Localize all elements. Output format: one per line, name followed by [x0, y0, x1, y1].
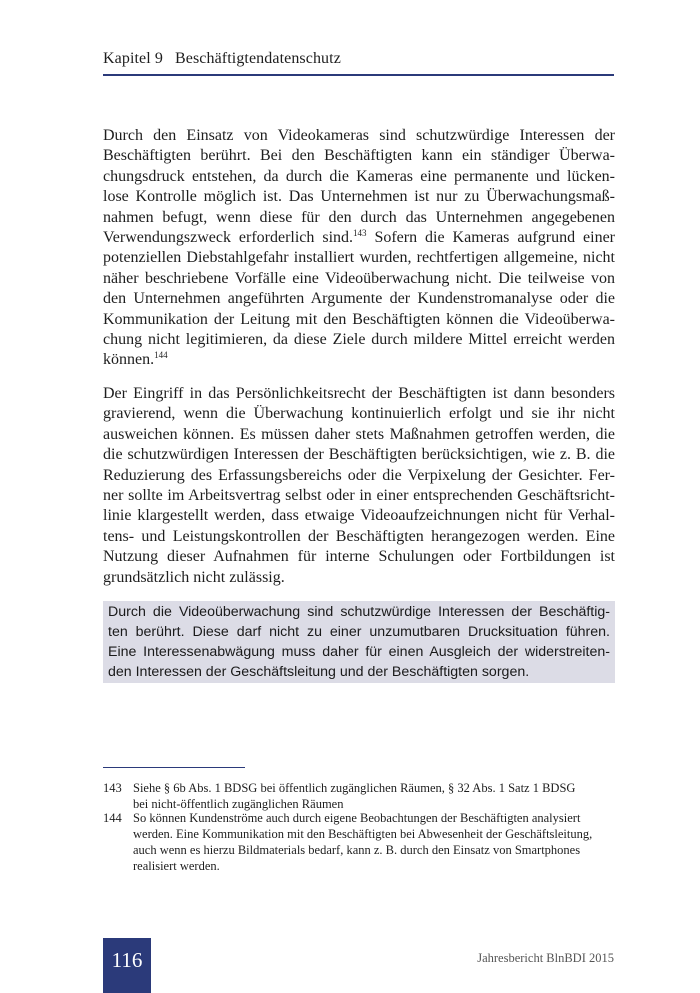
- footnote-line: So können Kundenströme auch durch eigene Beobachtungen der Beschäftigten analysiert: [133, 811, 581, 825]
- report-title: Jahresbericht BlnBDI 2015: [477, 951, 614, 965]
- summary-line: den Interessen der Geschäftsleitung und der Beschäftigten sorgen.: [108, 664, 530, 680]
- text-line: Nutzung dieser Aufnahmen für interne Schulungen oder Fortbildungen ist: [103, 548, 615, 566]
- footnote-ref-144[interactable]: 144: [154, 350, 168, 361]
- summary-line: ten berührt. Diese darf nicht zu einer unzumutbaren Drucksituation führen.: [108, 624, 610, 640]
- text-line: linie klargestellt werden, dass etwaige Videoaufzeichnungen nicht für Verhal-: [103, 507, 615, 525]
- summary-box: [103, 601, 615, 683]
- footnote-144: [103, 810, 615, 874]
- summary-line: Durch die Videoüberwachung sind schutzwürdige Interessen der Beschäftig-: [108, 604, 610, 620]
- text-line: gravierend, wenn die Überwachung kontinuierlich erfolgt und sie ihr nicht: [103, 405, 615, 423]
- footnote-line: Siehe § 6b Abs. 1 BDSG bei öffentlich zugänglichen Räumen, § 32 Abs. 1 Satz 1 BDSG: [133, 781, 576, 795]
- page-number: 116: [111, 948, 143, 972]
- footnote-line: auch wenn es hierzu Bildmaterials bedarf, kann z. B. durch den Einsatz von Smartphones: [133, 843, 581, 857]
- text-line: Beschäftigten berührt. Bei den Beschäftigten kann ein ständiger Überwa-: [103, 147, 615, 165]
- text-segment: Verwendungszweck erforderlich sind.: [103, 229, 354, 247]
- text-line: ausweichen können. Es müssen daher stets Maßnahmen getroffen werden, die: [103, 425, 615, 443]
- text-line: den Unternehmen angeführten Argumente der Kundenstromanalyse oder die: [103, 290, 615, 308]
- header-rule: [103, 74, 614, 76]
- footnote-ref-143[interactable]: 143: [353, 228, 367, 239]
- text-line: Durch den Einsatz von Videokameras sind schutzwürdige Interessen der: [103, 127, 615, 144]
- text-line: chungsdruck entstehen, da durch die Kameras eine permanente und lücken-: [103, 167, 615, 185]
- footnote-143: [103, 780, 615, 812]
- chapter-label: Kapitel 9: [103, 50, 163, 67]
- text-line: Der Eingriff in das Persönlichkeitsrecht der Beschäftigten ist dann besonders: [103, 385, 615, 402]
- text-segment: Sofern die Kameras aufgrund einer: [366, 229, 615, 247]
- text-line: chung nicht legitimieren, da diese Ziele durch mildere Mittel erreicht werden: [103, 331, 615, 349]
- text-line: ner sollte im Arbeitsvertrag selbst oder in einer entsprechenden Geschäftsricht-: [103, 487, 615, 505]
- text-line: tens- und Leistungskontrollen der Beschäftigten herangezogen werden. Eine: [103, 527, 615, 545]
- page-number-box: [103, 938, 151, 993]
- running-header: [103, 50, 613, 68]
- text-segment: können.: [103, 351, 155, 369]
- footnote-number: 144: [103, 811, 122, 825]
- text-line: grundsätzlich nicht zulässig.: [103, 568, 285, 586]
- text-line: Kommunikation der Leitung mit den Beschäftigten können die Videoüberwa-: [103, 310, 615, 328]
- text-line-with-ref: [103, 228, 615, 248]
- footnote-line: bei nicht-öffentlich zugänglichen Räumen: [133, 797, 344, 811]
- text-line: lose Kontrolle möglich ist. Das Unternehmen ist nur zu Überwachungsmaß-: [103, 188, 615, 206]
- footnote-line: werden. Eine Kommunikation mit den Beschäftigten bei Abwesenheit der Geschäftsleitung,: [133, 827, 593, 841]
- summary-line: Eine Interessenabwägung muss daher für einen Ausgleich der widerstreiten-: [108, 644, 610, 660]
- paragraph-2: [103, 384, 615, 588]
- text-line: nahmen befugt, wenn diese für den durch das Unternehmen angegebenen: [103, 208, 615, 226]
- text-line: potenziellen Diebstahlgefahr installiert wurden, rechtfertigen allgemeine, nicht: [103, 249, 615, 267]
- footnote-line: realisiert werden.: [133, 859, 220, 873]
- text-line: Reduzierung des Erfassungsbereichs oder die Verpixelung der Gesichter. Fer-: [103, 466, 615, 484]
- footnote-separator: [103, 767, 245, 768]
- paragraph-1: [103, 126, 615, 371]
- text-line: die schutzwürdigen Interessen der Beschäftigten berücksichtigen, wie z. B. die: [103, 446, 615, 464]
- chapter-title: Beschäftigtendatenschutz: [175, 50, 341, 67]
- footnote-number: 143: [103, 781, 122, 795]
- text-line-with-ref: [103, 350, 615, 370]
- text-line: näher beschriebene Vorfälle eine Videoüberwachung nicht. Die teilweise von: [103, 269, 615, 287]
